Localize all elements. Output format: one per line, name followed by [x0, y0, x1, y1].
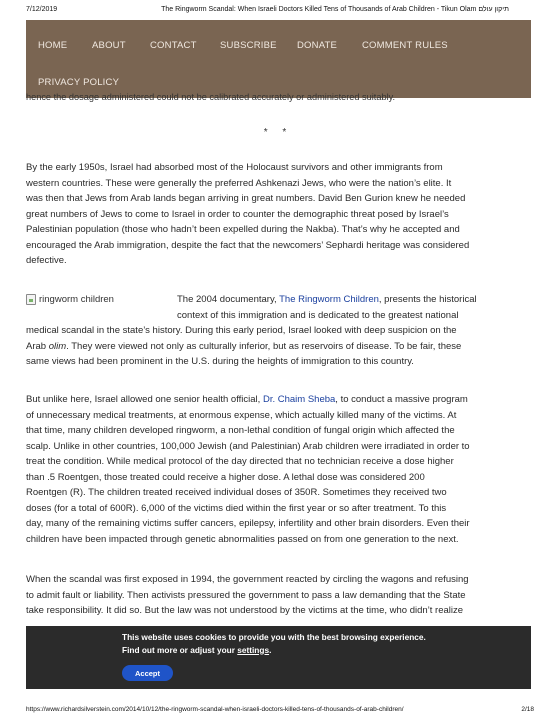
print-url: https://www.richardsilverstein.com/2014/10/12/the-ringworm-scandal-when-israeli-doctors-killed-tens-of-thousands-of-arab-children/ — [26, 706, 404, 713]
paragraph-line: doses (for a total of 600R). 6,000 of the victims died within the first year or so after treatment. To this — [26, 502, 447, 514]
print-date: 7/12/2019 — [26, 6, 58, 13]
paragraph-line: encouraged the Arab immigration, despite the fact that the newcomers’ Sephardi heritage was considered — [26, 239, 470, 251]
cookie-accept-button[interactable]: Accept — [122, 665, 173, 681]
nav-contact[interactable]: CONTACT — [150, 40, 197, 51]
paragraph-1 — [26, 160, 521, 269]
nav-donate[interactable]: DONATE — [297, 40, 338, 51]
cookie-message: This website uses cookies to provide you with the best browsing experience. Find out more or adjust your settings. — [122, 632, 426, 655]
paragraph-line: The 2004 documentary, The Ringworm Children, presents the historical — [177, 294, 477, 305]
section-separator: * * — [263, 127, 293, 138]
paragraph-line: same views had been prominent in the U.S. during the heights of immigration to this country. — [26, 356, 414, 367]
previous-paragraph-tail: hence the dosage administered could not be calibrated accurately or administered suitably. — [26, 92, 396, 102]
paragraph-line: of unnecessary medical treatments, at enormous expense, which actually killed many of the victims. At — [26, 409, 457, 421]
print-header — [26, 6, 534, 18]
paragraph-line: than .5 Roentgen, those treated could receive a higher dose. A lethal dose was considered 200 — [26, 471, 425, 483]
print-title: The Ringworm Scandal: When Israeli Doctors Killed Tens of Thousands of Arab Children - Tikun Olam תיקון עולם — [161, 6, 509, 13]
image-alt-text: ringworm children — [39, 293, 114, 305]
paragraph-line: Arab olim. They were viewed not only as culturally inferior, but as reservoirs of disease. To be fair, these — [26, 340, 462, 352]
link-the-ringworm-children[interactable]: The Ringworm Children — [279, 294, 379, 305]
paragraph-line: When the scandal was first exposed in 1994, the government reacted by circling the wagons and refusing — [26, 574, 469, 585]
paragraph-4 — [26, 572, 521, 619]
paragraph-line: children have been impacted through genetic abnormalities passed on from one generation to the next. — [26, 533, 459, 545]
paragraph-line: treat the condition. While medical protocol of the day directed that no technician receive a dose higher — [26, 456, 454, 467]
paragraph-line: great numbers of Jews to come to Israel in order to counter the demographic threat posed by Israel’s — [26, 208, 449, 220]
paragraph-line: take responsibility. It did so. But the law was not understood by the victims at the time, who didn’t realize — [26, 605, 464, 616]
paragraph-3 — [26, 392, 521, 547]
nav-subscribe[interactable]: SUBSCRIBE — [220, 40, 277, 51]
paragraph-line: was then that Jews from Arab lands began arriving in great numbers. David Ben Gurion knew he needed — [26, 193, 466, 204]
paragraph-line: to admit fault or liability. Then activists pressured the government to pass a law demanding that the State — [26, 589, 466, 601]
nav-privacy-policy[interactable]: PRIVACY POLICY — [38, 77, 120, 88]
paragraph-line: scalp. Unlike in other countries, 100,000 Jewish (and Palestinian) Arab children were irradiated in order to — [26, 440, 470, 452]
paragraph-line: By the early 1950s, Israel had absorbed most of the Holocaust survivors and other immigrants from — [26, 162, 443, 173]
paragraph-line: medical scandal in the state’s history. During this early period, Israel looked with deep suspicion on the — [26, 325, 457, 336]
cookie-settings-link[interactable]: settings — [237, 644, 270, 655]
nav-about[interactable]: ABOUT — [92, 40, 126, 51]
cookie-banner — [26, 626, 531, 689]
paragraph-line: that time, many children developed ringworm, a non-lethal condition of fungal origin which affected the — [26, 425, 455, 436]
main-nav — [26, 20, 531, 98]
paragraph-line: day, many of the remaining victims suffer cancers, epilepsy, infertility and other brain disorders. Even their — [26, 518, 470, 529]
link-dr-chaim-sheba[interactable]: Dr. Chaim Sheba — [262, 394, 336, 405]
paragraph-line: But unlike here, Israel allowed one senior health official, Dr. Chaim Sheba, to conduct a massive program — [26, 394, 468, 405]
paragraph-line: context of this immigration and is dedicated to the greatest national — [177, 309, 459, 321]
print-page-number: 2/18 — [521, 706, 534, 713]
paragraph-line: Roentgen (R). The children treated received individual doses of 350R. Sometimes they received two — [26, 487, 447, 498]
print-footer — [26, 706, 534, 713]
paragraph-line: western countries. These were generally the preferred Ashkenazi Jews, who were the nation’s elite. It — [26, 177, 452, 189]
nav-comment-rules[interactable]: COMMENT RULES — [362, 40, 448, 51]
nav-home[interactable]: HOME — [38, 40, 68, 51]
paragraph-2 — [26, 292, 521, 370]
paragraph-line: Palestinian population (those who hadn’t been expelled during the Nakba). That’s why he accepted and — [26, 224, 460, 235]
paragraph-line: defective. — [26, 255, 67, 266]
